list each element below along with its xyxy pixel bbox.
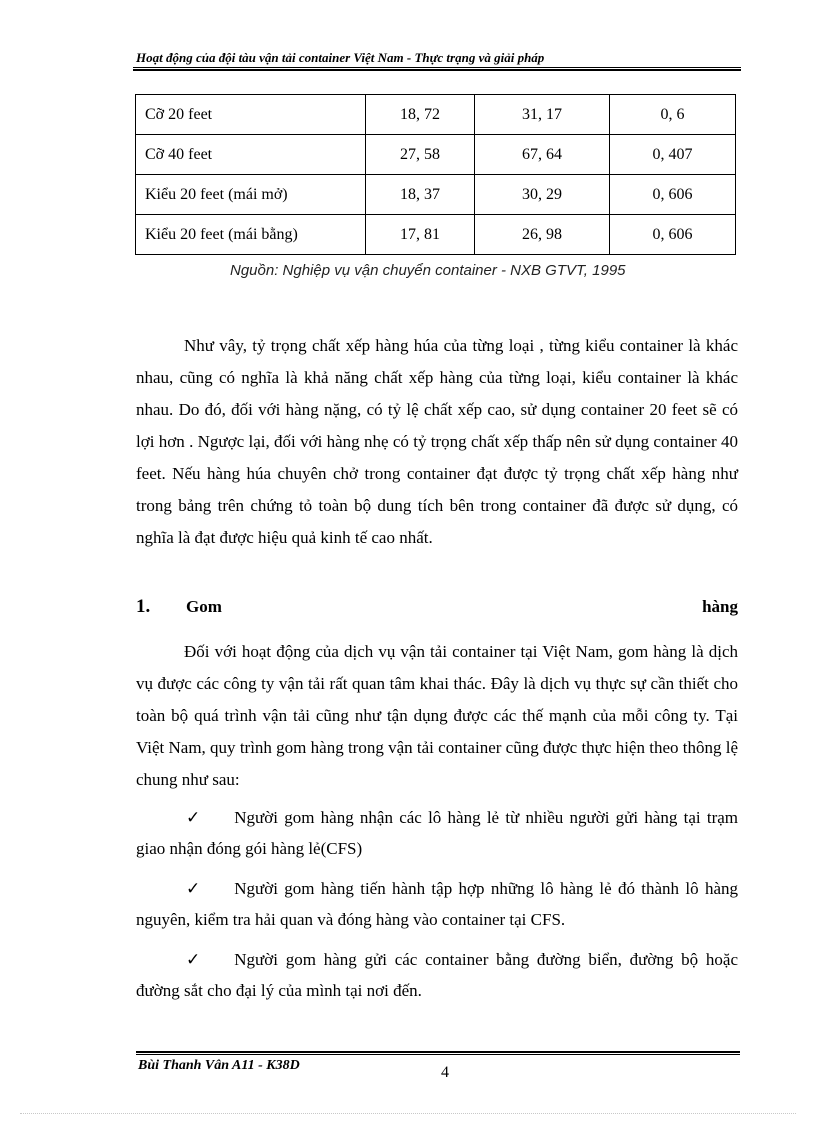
list-item xyxy=(136,944,738,1006)
table-row xyxy=(136,175,736,215)
table-cell: 0, 606 xyxy=(610,215,736,255)
table-cell: 18, 37 xyxy=(366,175,475,215)
footer-rule xyxy=(136,1051,740,1055)
table-cell: 27, 58 xyxy=(366,135,475,175)
table-cell: 0, 6 xyxy=(610,95,736,135)
checkmark-icon: ✓ xyxy=(186,808,201,827)
table-cell: 31, 17 xyxy=(475,95,610,135)
table-cell: Kiểu 20 feet (mái bằng) xyxy=(136,215,366,255)
table-cell: 30, 29 xyxy=(475,175,610,215)
section-title-right: hàng xyxy=(702,597,738,616)
table-cell: 26, 98 xyxy=(475,215,610,255)
list-item xyxy=(136,802,738,864)
checkmark-icon: ✓ xyxy=(186,879,201,898)
page-number: 4 xyxy=(441,1064,449,1081)
page-bottom-border xyxy=(20,1113,796,1114)
table-cell: 18, 72 xyxy=(366,95,475,135)
footer-author: Bùi Thanh Vân A11 - K38D xyxy=(138,1058,300,1073)
table-row xyxy=(136,95,736,135)
table-row xyxy=(136,215,736,255)
table-source-note: Nguồn: Nghiệp vụ vận chuyển container - NXB GTVT, 1995 xyxy=(230,262,626,279)
section-number: 1. xyxy=(136,596,151,617)
table-cell: 17, 81 xyxy=(366,215,475,255)
page-header-title: Hoạt động của đội tàu vận tải container Việt Nam - Thực trạng và giải pháp xyxy=(136,50,545,65)
table-cell: 0, 407 xyxy=(610,135,736,175)
body-paragraph-2: Đối với hoạt động của dịch vụ vận tải container tại Việt Nam, gom hàng là dịch vụ được các công ty vận tải rất quan tâm khai thác. Đây là dịch vụ thực sự cần thiết cho toàn bộ quá trình vận tải cũng như tận dụng được các thế mạnh của mỗi công ty. Tại Việt Nam, quy trình gom hàng trong vận tải container cũng được thực hiện theo thông lệ chung như sau: xyxy=(136,642,738,789)
list-item-text: Người gom hàng gửi các container bằng đường biển, đường bộ hoặc đường sắt cho đại lý của mình tại nơi đến. xyxy=(136,950,738,1000)
list-item-text: Người gom hàng tiến hành tập hợp những lô hàng lẻ đó thành lô hàng nguyên, kiểm tra hải quan và đóng hàng vào container tại CFS. xyxy=(136,879,738,929)
body-paragraph-1: Như vây, tỷ trọng chất xếp hàng húa của từng loại , từng kiểu container là khác nhau, cũng có nghĩa là khả năng chất xếp hàng của từng loại, kiểu container là khác nhau. Do đó, đối với hàng nặng, có tỷ lệ chất xếp cao, sử dụng container 20 feet sẽ có lợi hơn . Ngược lại, đối với hàng nhẹ có tỷ trọng chất xếp thấp nên sử dụng container 40 feet. Nếu hàng húa chuyên chở trong container đạt được tỷ trọng chất xếp hàng như trong bảng trên chứng tỏ toàn bộ dung tích bên trong container đã được sử dụng, có nghĩa là đạt được hiệu quả kinh tế cao nhất. xyxy=(136,336,738,547)
table-row xyxy=(136,135,736,175)
section-title-left: Gom xyxy=(186,597,222,616)
table-cell: 67, 64 xyxy=(475,135,610,175)
section-heading xyxy=(136,596,738,618)
list-item xyxy=(136,873,738,935)
checkmark-icon: ✓ xyxy=(186,950,201,969)
header-rule xyxy=(133,67,741,71)
table-cell: Cỡ 40 feet xyxy=(136,135,366,175)
list-item-text: Người gom hàng nhận các lô hàng lẻ từ nhiều người gửi hàng tại trạm giao nhận đóng gói hàng lẻ(CFS) xyxy=(136,808,738,858)
table-cell: Cỡ 20 feet xyxy=(136,95,366,135)
container-ratio-table xyxy=(135,94,736,255)
table-cell: 0, 606 xyxy=(610,175,736,215)
table-cell: Kiểu 20 feet (mái mở) xyxy=(136,175,366,215)
